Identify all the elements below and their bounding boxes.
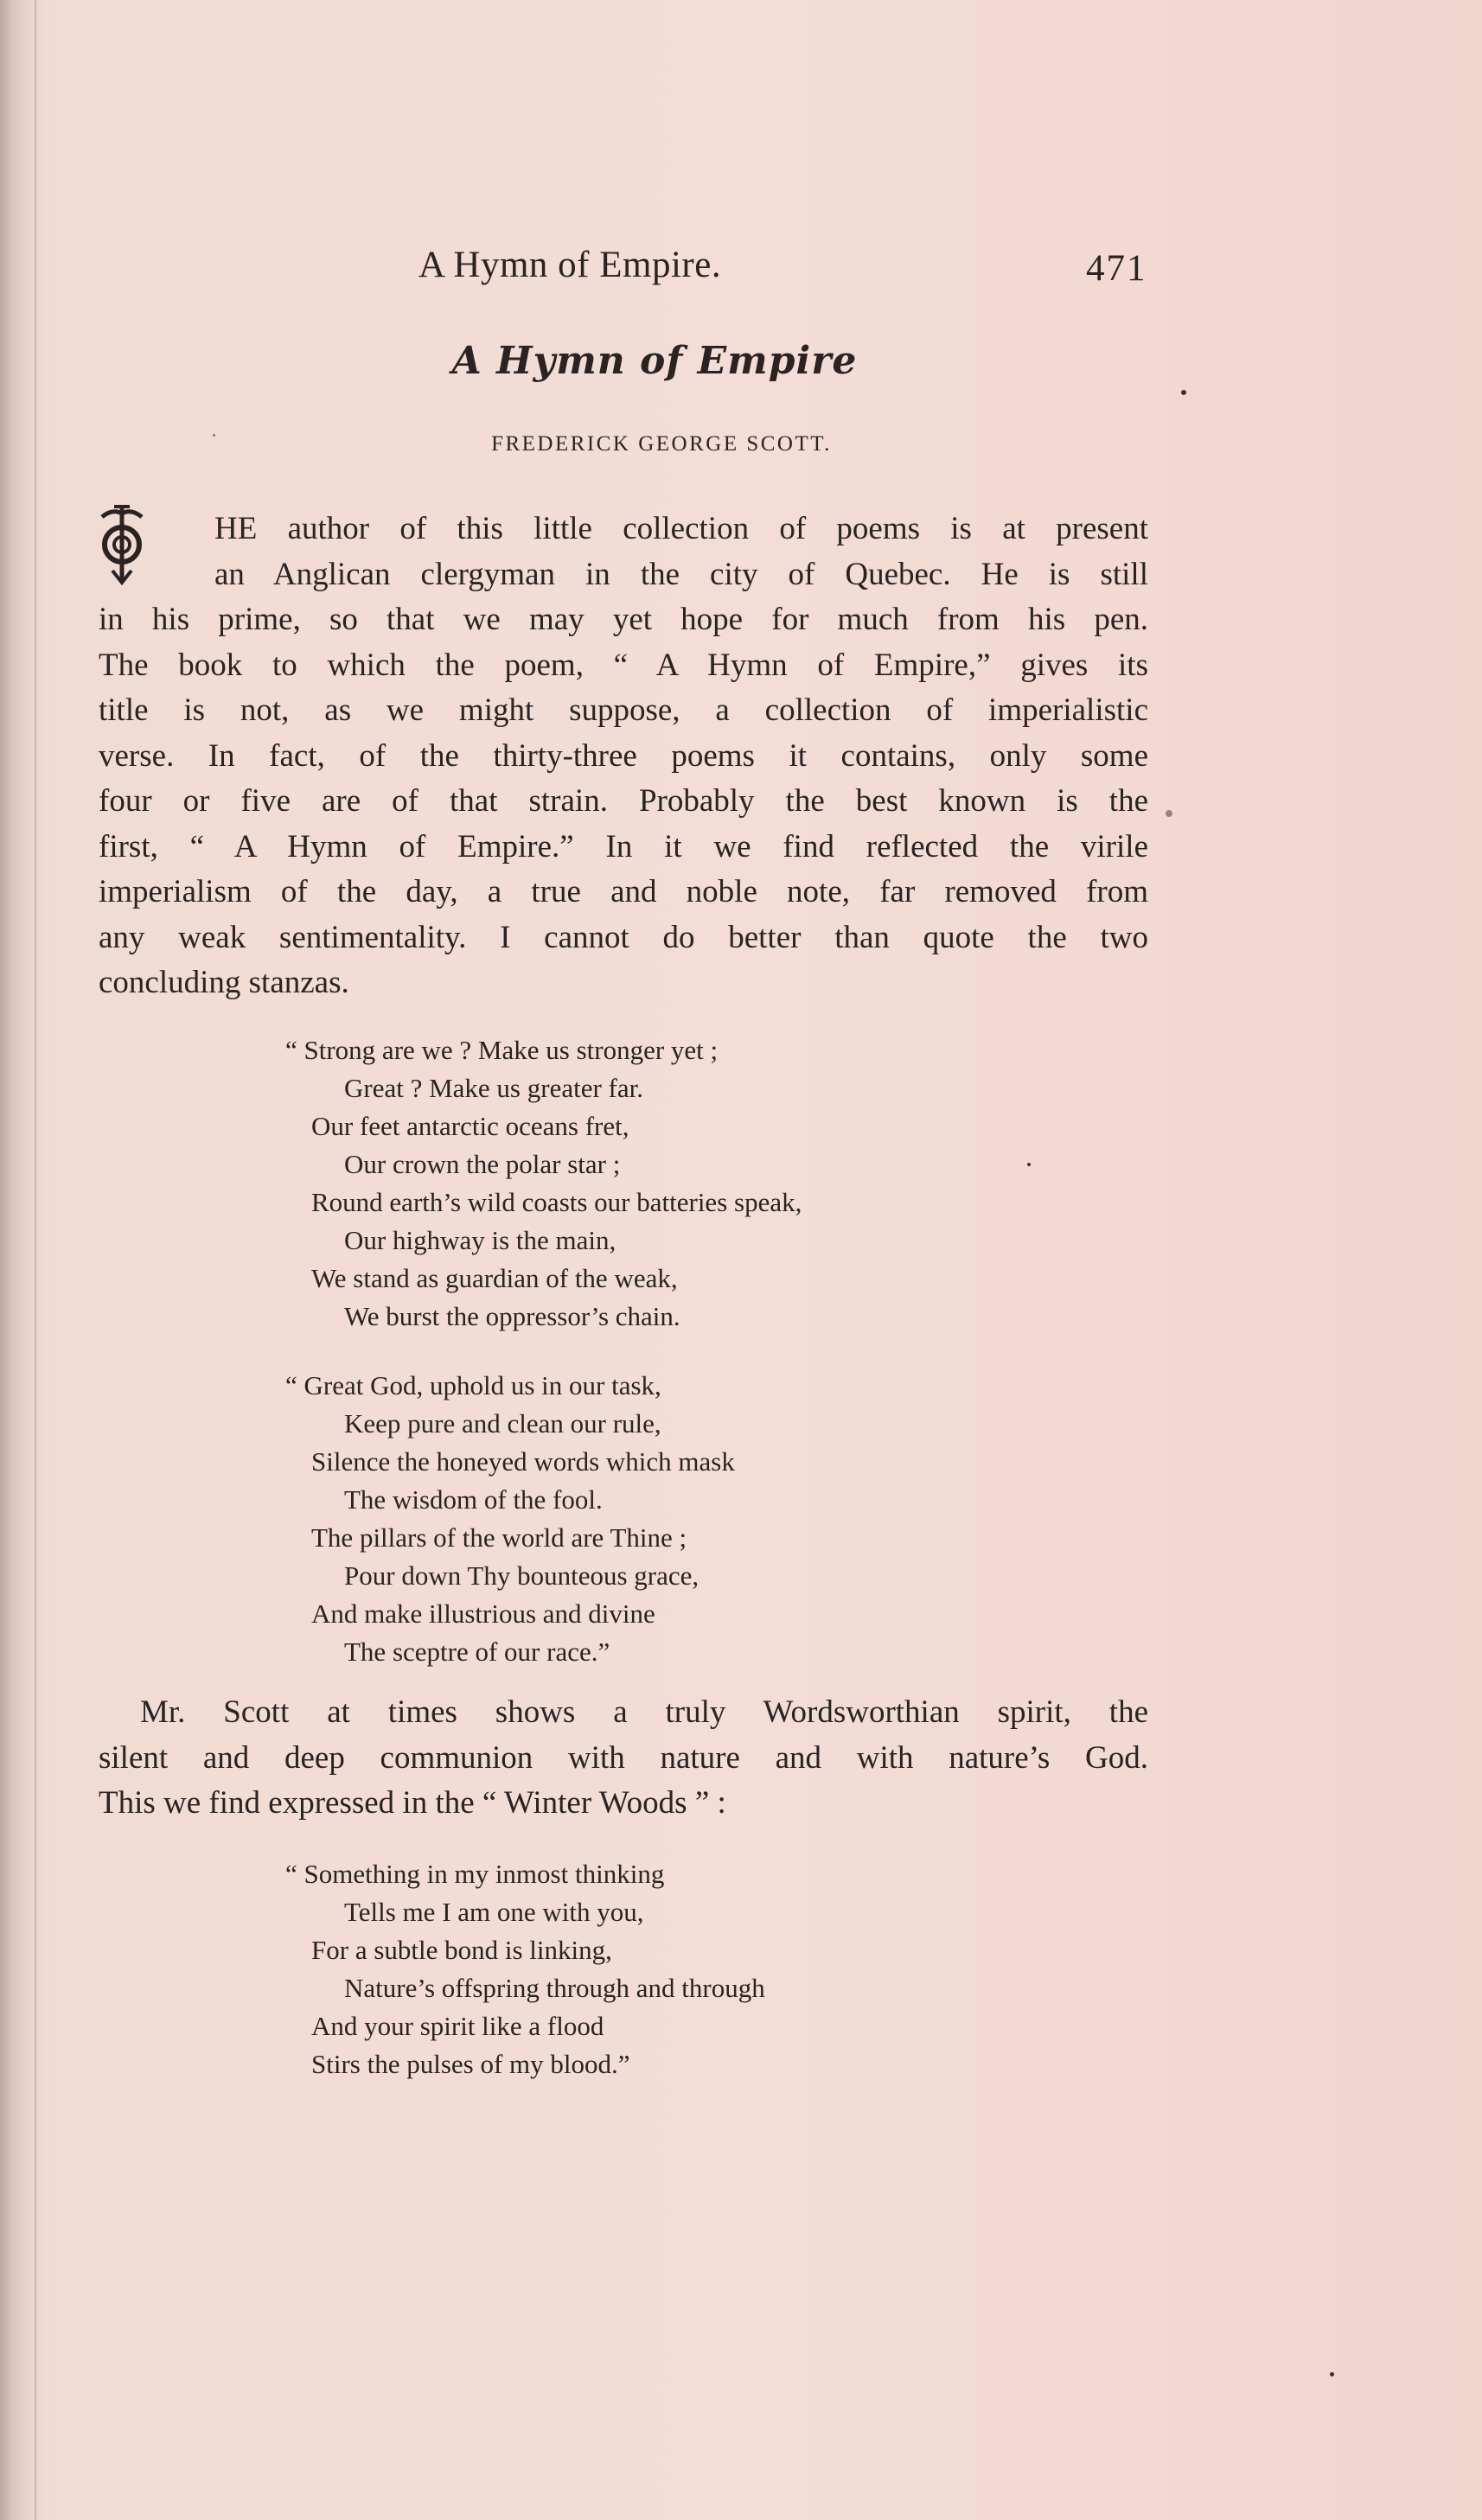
verse-line: “ Great God, uphold us in our task,	[285, 1370, 661, 1400]
intro-line: four or five are of that strain. Probably the best known is the	[99, 783, 1148, 819]
paper-speck	[213, 434, 215, 437]
paragraph-line: This we find expressed in the “ Winter Woods ” :	[99, 1785, 726, 1821]
verse-line: For a subtle bond is linking,	[311, 1935, 612, 1965]
verse-line: Pour down Thy bounteous grace,	[344, 1560, 699, 1591]
verse-line: The pillars of the world are Thine ;	[311, 1522, 687, 1553]
verse-line: The wisdom of the fool.	[344, 1484, 603, 1515]
quoted-stanza-strong-are-we	[285, 1031, 802, 1336]
second-paragraph	[99, 1690, 1148, 1827]
intro-line: first, “ A Hymn of Empire.” In it we find reflected the virile	[99, 828, 1148, 864]
intro-line: an Anglican clergyman in the city of Quebec. He is still	[214, 556, 1148, 592]
verse-line: Great ? Make us greater far.	[344, 1073, 643, 1103]
intro-line: any weak sentimentality. I cannot do better than quote the two	[99, 919, 1148, 955]
page-number: 471	[1086, 248, 1147, 289]
paragraph-line: silent and deep communion with nature and with nature’s God.	[99, 1739, 1148, 1776]
intro-line: HE author of this little collection of poems is at present	[214, 511, 1148, 546]
verse-line: The sceptre of our race.”	[344, 1636, 610, 1667]
verse-line: Our highway is the main,	[344, 1225, 616, 1255]
verse-line: And your spirit like a flood	[311, 2011, 604, 2041]
paper-speck	[1027, 1163, 1031, 1166]
verse-line: Keep pure and clean our rule,	[344, 1408, 661, 1439]
running-title: A Hymn of Empire.	[418, 245, 722, 285]
verse-line: Silence the honeyed words which mask	[311, 1446, 735, 1477]
verse-line: Stirs the pulses of my blood.”	[311, 2049, 630, 2079]
paper-speck	[1181, 390, 1186, 395]
paper-speck	[1166, 810, 1172, 817]
article-author: FREDERICK GEORGE SCOTT.	[491, 432, 832, 456]
verse-line: Our feet antarctic oceans fret,	[311, 1111, 629, 1141]
intro-paragraph	[99, 507, 1148, 1006]
intro-line: imperialism of the day, a true and noble note, far removed from	[99, 874, 1148, 909]
verse-line: “ Strong are we ? Make us stronger yet ;	[285, 1035, 719, 1065]
verse-line: Nature’s offspring through and through	[344, 1973, 765, 2003]
verse-line: Tells me I am one with you,	[344, 1897, 644, 1927]
intro-line: title is not, as we might suppose, a collection of imperialistic	[99, 692, 1148, 728]
paper-speck	[1330, 2372, 1334, 2376]
verse-line: We burst the oppressor’s chain.	[344, 1301, 680, 1331]
verse-line: Our crown the polar star ;	[344, 1149, 621, 1179]
verse-line: “ Something in my inmost thinking	[285, 1859, 665, 1889]
intro-line: in his prime, so that we may yet hope for much from his pen.	[99, 602, 1148, 637]
quoted-stanza-winter-woods	[285, 1855, 765, 2083]
verse-line: And make illustrious and divine	[311, 1598, 655, 1629]
intro-line: concluding stanzas.	[99, 965, 349, 1000]
article-title: A Hymn of Empire	[451, 339, 858, 383]
verse-line: Round earth’s wild coasts our batteries speak,	[311, 1187, 802, 1217]
verse-line: We stand as guardian of the weak,	[311, 1263, 678, 1293]
intro-line: The book to which the poem, “ A Hymn of Empire,” gives its	[99, 647, 1148, 683]
paragraph-line: Mr. Scott at times shows a truly Wordsworthian spirit, the	[140, 1694, 1148, 1730]
intro-line: verse. In fact, of the thirty-three poems it contains, only some	[99, 737, 1148, 774]
quoted-stanza-great-god	[285, 1367, 735, 1671]
